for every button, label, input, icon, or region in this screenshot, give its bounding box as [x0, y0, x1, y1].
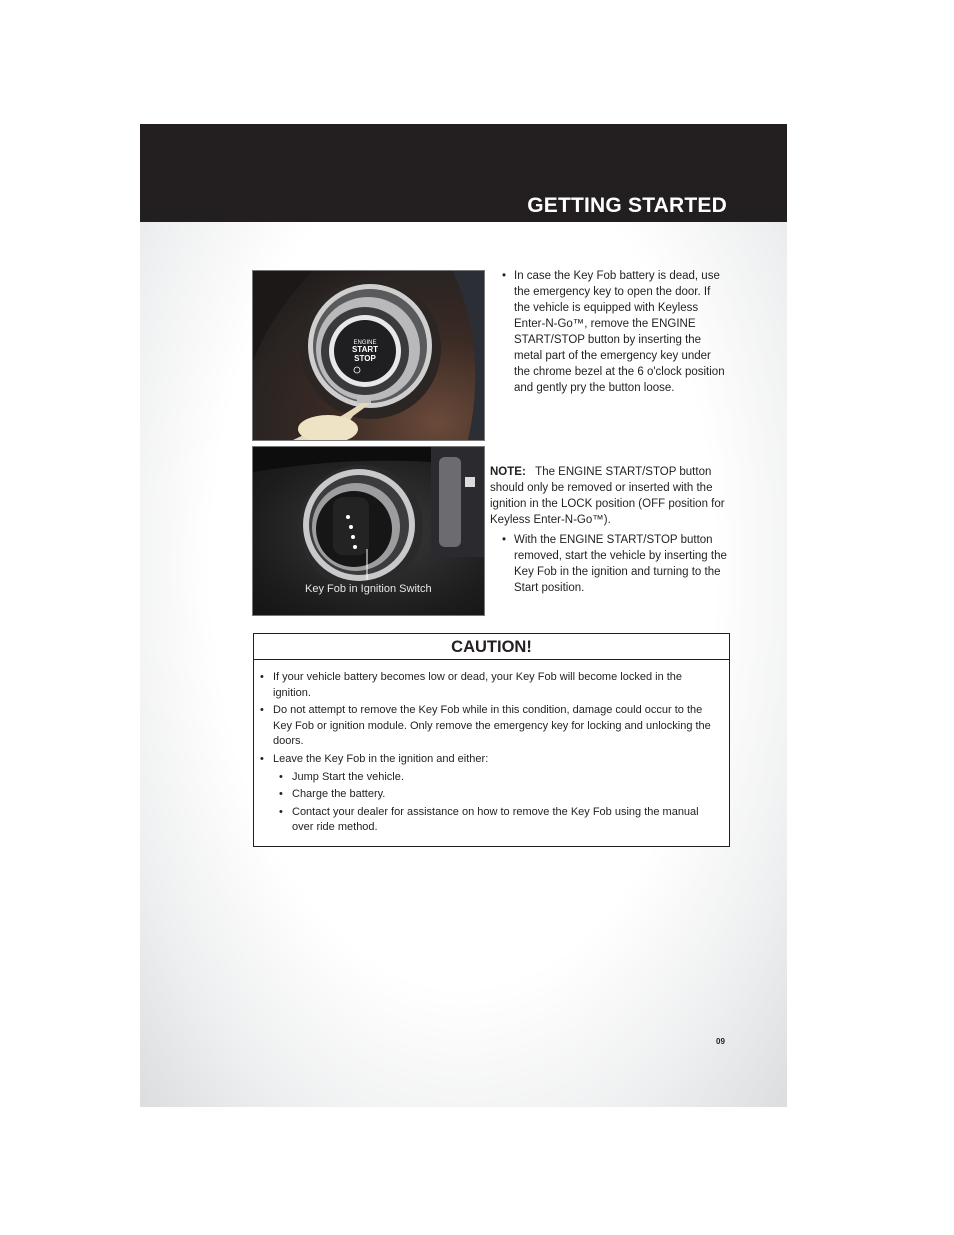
section-title: GETTING STARTED — [527, 194, 727, 217]
caution-item: • Do not attempt to remove the Key Fob while in this condition, damage could occur to the Key Fob or ignition module. Only remove the emergency key for locking and unlocking the doors. — [260, 703, 715, 750]
page-number: 09 — [716, 1037, 725, 1046]
caution-box — [253, 633, 730, 847]
caution-title: CAUTION! — [254, 634, 729, 660]
caution-list — [254, 660, 729, 836]
text-column-top — [502, 268, 728, 396]
start-stop-button-photo — [252, 270, 485, 441]
section-header — [140, 124, 787, 222]
text-column-bottom — [490, 464, 728, 596]
key-fob-ignition-photo — [252, 446, 485, 616]
note-label: NOTE: — [490, 466, 526, 478]
button-label-engine: ENGINE — [353, 340, 377, 346]
button-label-start: START — [351, 345, 379, 354]
caution-subitem: • Jump Start the vehicle. — [279, 770, 715, 786]
note-text: The ENGINE START/STOP button should only be removed or inserted with the ignition in the LOCK position (OFF position for Keyless Enter-N-Go™). — [490, 466, 725, 526]
list-item: • With the ENGINE START/STOP button removed, start the vehicle by inserting the Key Fob in the ignition and turning to the Start position. — [502, 532, 728, 596]
button-label-stop: STOP — [354, 354, 376, 363]
caution-subitem: • Contact your dealer for assistance on how to remove the Key Fob using the manual over ride method. — [279, 805, 715, 836]
list-item: • In case the Key Fob battery is dead, use the emergency key to open the door. If the vehicle is equipped with Keyless Enter-N-Go™, remove the ENGINE START/STOP button by inserting the metal part of the emergency key under the chrome bezel at the 6 o'clock position and gently pry the button loose. — [502, 268, 728, 396]
start-stop-button-illustration — [253, 271, 484, 440]
photo-caption: Key Fob in Ignition Switch — [305, 583, 432, 595]
caution-item: • Leave the Key Fob in the ignition and either: — [260, 752, 715, 768]
caution-subitem: • Charge the battery. — [279, 787, 715, 803]
note-paragraph — [490, 464, 728, 528]
caution-item: • If your vehicle battery becomes low or dead, your Key Fob will become locked in the ignition. — [260, 670, 715, 701]
